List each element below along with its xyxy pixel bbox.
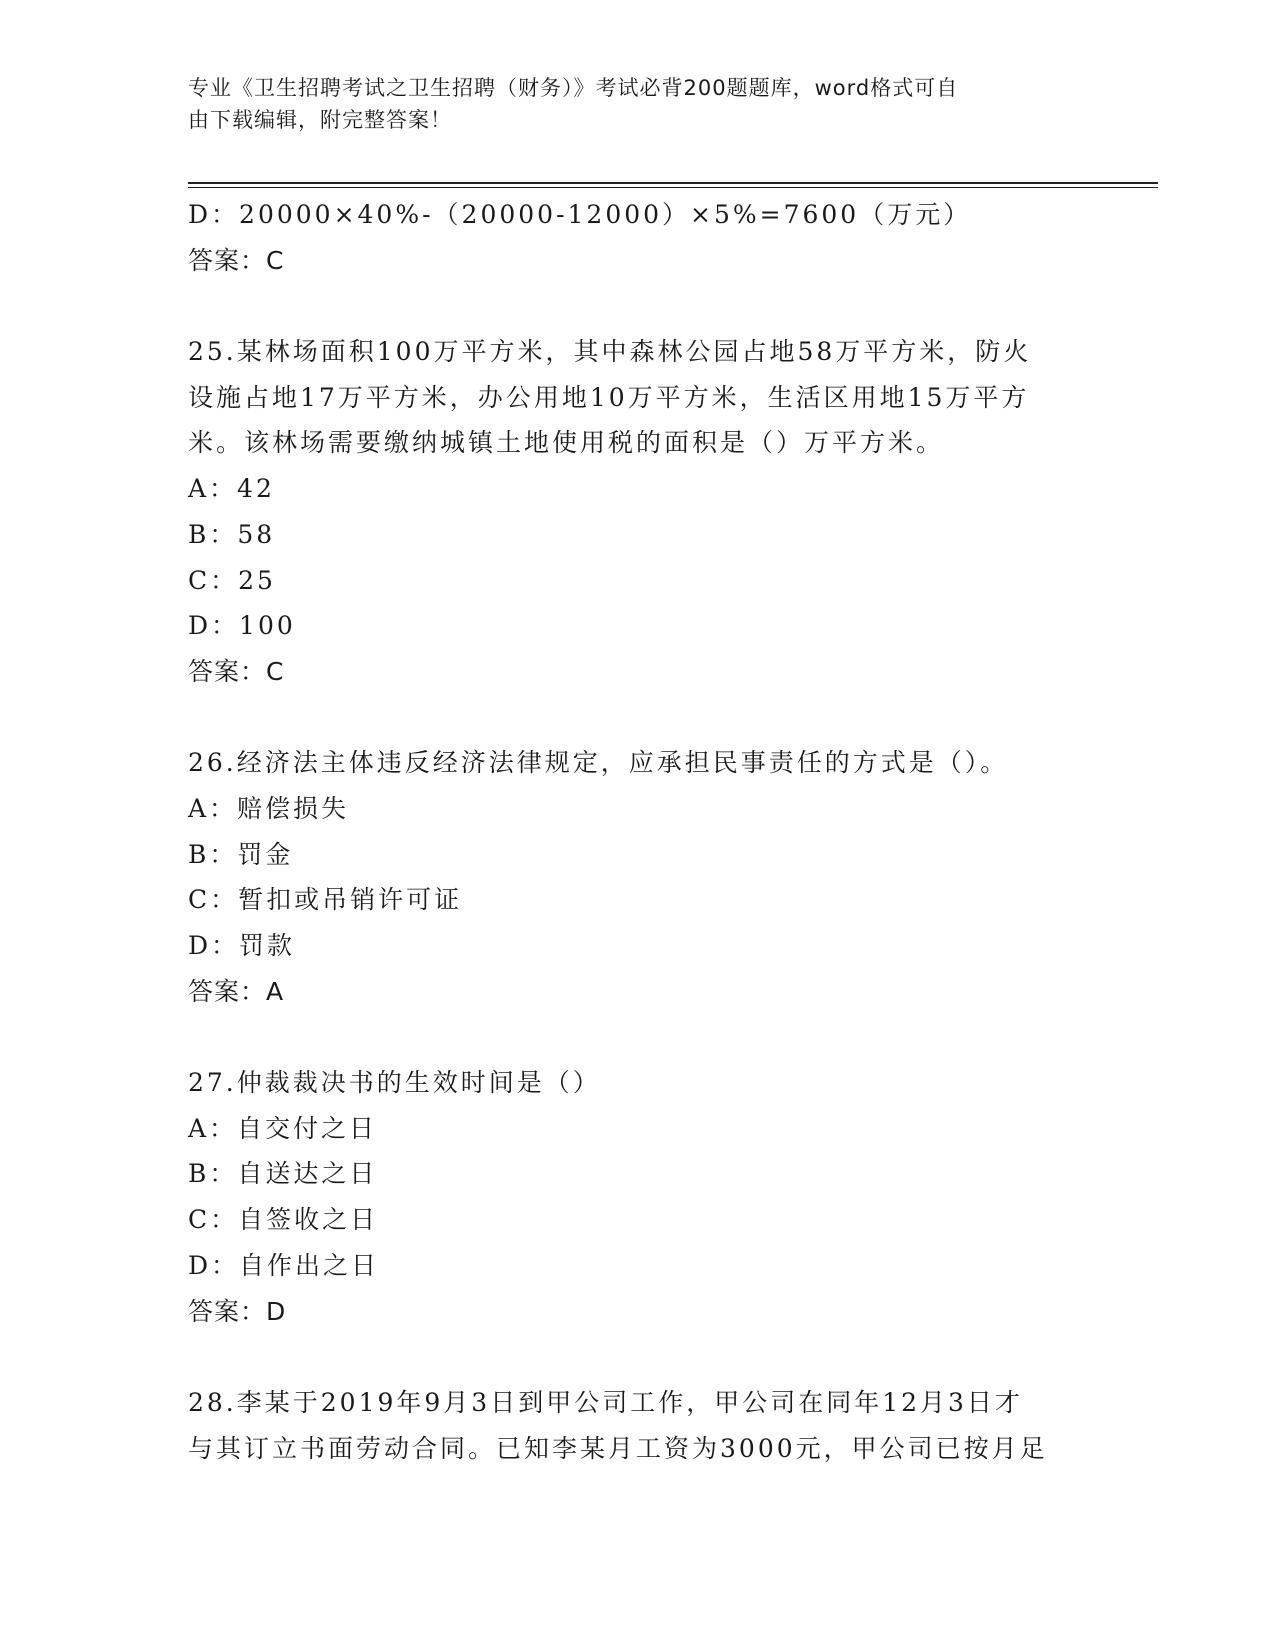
spacer	[188, 1014, 1088, 1060]
header-rule-thick	[188, 182, 1158, 184]
option-c: C：暂扣或吊销许可证	[188, 885, 463, 915]
spacer	[188, 1334, 1088, 1380]
question-28	[188, 1380, 1088, 1471]
option-d: D：100	[188, 611, 296, 641]
header-rule-thin	[188, 187, 1158, 188]
option-d: D：自作出之日	[188, 1250, 380, 1280]
question-stem-line: 与其订立书面劳动合同。已知李某月工资为3000元，甲公司已按月足	[188, 1433, 1048, 1463]
answer: 答案：A	[188, 976, 285, 1006]
spacer	[188, 283, 1088, 329]
option-b: B：自送达之日	[188, 1159, 378, 1189]
question-stem-line: 27.仲裁裁决书的生效时间是（）	[188, 1068, 601, 1098]
header-title-line-1: 专业《卫生招聘考试之卫生招聘（财务）》考试必背200题题库，word格式可自	[188, 76, 959, 100]
question-stem-line: 26.经济法主体违反经济法律规定，应承担民事责任的方式是（）。	[188, 748, 1009, 778]
option-d: D：罚款	[188, 931, 296, 960]
option-c: C：自签收之日	[188, 1205, 379, 1235]
question-26	[188, 740, 1088, 1014]
option-a: A：42	[188, 474, 275, 504]
question-stem-line: 米。该林场需要缴纳城镇土地使用税的面积是（）万平方米。	[188, 428, 945, 458]
option-b: B：58	[188, 519, 276, 549]
question-stem-line: 25.某林场面积100万平方米，其中森林公园占地58万平方米，防火	[188, 337, 1032, 367]
question-stem-line: 设施占地17万平方米，办公用地10万平方米，生活区用地15万平方	[188, 382, 1030, 412]
prev-option-d: D：20000×40%-（20000-12000）×5%=7600（万元）	[188, 200, 972, 229]
answer: 答案：D	[188, 1296, 287, 1326]
option-a: A：自交付之日	[188, 1113, 378, 1143]
question-25	[188, 329, 1088, 695]
option-a: A：赔偿损失	[188, 793, 350, 823]
answer: 答案：C	[188, 656, 285, 686]
document-header	[188, 72, 1068, 136]
option-b: B：罚金	[188, 839, 294, 869]
question-27	[188, 1060, 1088, 1334]
prev-answer: 答案：C	[188, 245, 285, 275]
header-title-line-2: 由下载编辑，附完整答案！	[188, 108, 452, 132]
option-c: C：25	[188, 565, 276, 595]
spacer	[188, 695, 1088, 741]
question-stem-line: 28.李某于2019年9月3日到甲公司工作，甲公司在同年12月3日才	[188, 1387, 1023, 1417]
question-content	[188, 192, 1088, 1471]
